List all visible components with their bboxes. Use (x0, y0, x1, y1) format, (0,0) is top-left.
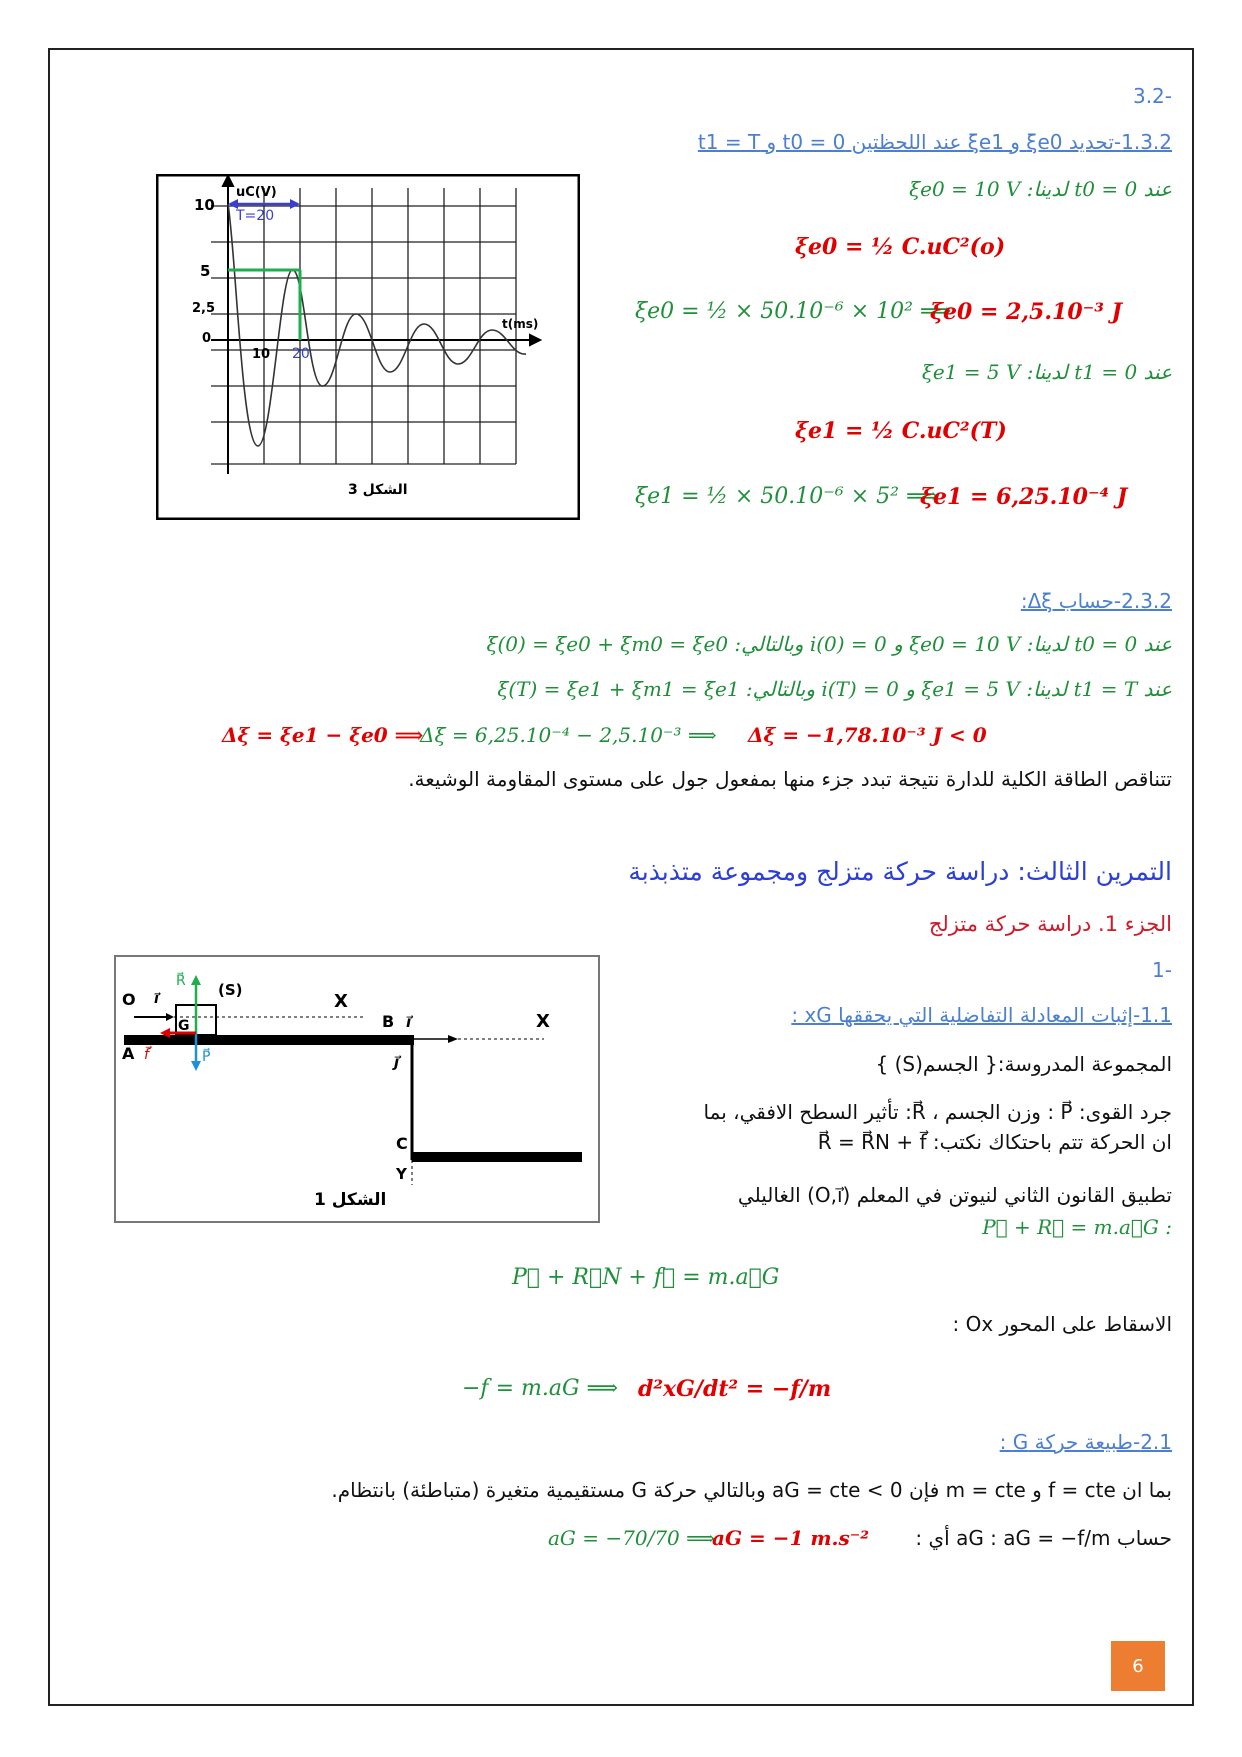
projection-line: الاسقاط على المحور Ox : (952, 1312, 1172, 1336)
eq-newton: P⃗ + R⃗N + f⃗ = m.a⃗G (512, 1265, 780, 1290)
fig3-period: T=20 (236, 208, 275, 224)
heading-3-2: -3.2 (1132, 84, 1172, 108)
heading-2-1: 2.1-طبيعة حركة G : (999, 1430, 1172, 1454)
fig1-i: i⃗ (154, 991, 159, 1007)
fig1-X2: X (536, 1011, 550, 1032)
line-xi-T: عند t1 = T لدينا: ξe1 = 5 V و i(T) = 0 وبالتالي: ξ(T) = ξe1 + ξm1 = ξe1 (497, 677, 1172, 701)
line-xi-0: عند t0 = 0 لدينا: ξe0 = 10 V و i(0) = 0 وبالتالي: ξ(0) = ξe0 + ξm0 = ξe0 (486, 632, 1172, 656)
fig1-R: R⃗ (176, 973, 186, 989)
fig3-xlabel: t(ms) (502, 317, 539, 331)
fig1-X1: X (334, 991, 348, 1012)
energy-text: تتناقص الطاقة الكلية للدارة نتيجة تبدد جزء منها بمفعول جول على مستوى المقاومة الوشيعة. (408, 767, 1172, 791)
heading-2-3-2: 2.3.2-حساب Δξ: (1020, 589, 1172, 613)
calc-value: aG = −70/70 ⟹ (548, 1526, 715, 1550)
page-number: 6 (1111, 1641, 1165, 1691)
fig3-y25: 2,5 (192, 301, 216, 316)
eq-xi-e0-formula: ξe0 = ½ C.uC²(o) (795, 234, 1006, 260)
fig3-y5: 5 (200, 262, 211, 280)
eq-delta-a: Δξ = ξe1 − ξe0 ⟹ (222, 723, 424, 747)
eq-xi-e0-calc: ξe0 = ½ × 50.10⁻⁶ × 10² ⟹ (635, 299, 952, 324)
fig1-j: j⃗ (394, 1053, 400, 1071)
fig1-O: O (122, 990, 136, 1009)
fig1-S: (S) (218, 981, 243, 999)
eq-xi-e1-calc: ξe1 = ½ × 50.10⁻⁶ × 5² ⟹ (635, 484, 938, 509)
eq-xi-e1-formula: ξe1 = ½ C.uC²(T) (795, 418, 1007, 444)
fig1-Y: Y (396, 1165, 407, 1183)
part-title: الجزء 1. دراسة حركة متزلج (928, 912, 1172, 936)
fig1-A: A (122, 1044, 135, 1063)
item-1: -1 (1152, 958, 1172, 982)
eq-xi-e1-result: ξe1 = 6,25.10⁻⁴ J (920, 484, 1128, 510)
fig1-P: P⃗ (202, 1049, 211, 1065)
figure-1 (114, 955, 600, 1223)
fig3-x20: 20 (292, 346, 310, 362)
calc-result: aG = −1 m.s⁻² (712, 1526, 870, 1550)
fig3-x10: 10 (252, 347, 271, 362)
heading-1-3-2: 1.3.2-تحديد ξe0 و ξe1 عند اللحظتين t0 = 0 و t1 = T (697, 130, 1172, 154)
forces-line-2: ان الحركة تتم باحتكاك نكتب: R⃗ = R⃗N + f⃗ (817, 1130, 1172, 1154)
forces-line-1: جرد القوى: P⃗ : وزن الجسم ، R⃗: تأثير السطح الافقي، بما (703, 1100, 1172, 1124)
system-line: المجموعة المدروسة:{ الجسم(S) } (875, 1052, 1172, 1076)
fig1-G: G (178, 1018, 190, 1034)
fig1-f: f⃗ (144, 1047, 149, 1063)
exercise-title: التمرين الثالث: دراسة حركة متزلج ومجموعة متذبذبة (628, 857, 1172, 886)
fig1-C: C (396, 1134, 408, 1153)
calc-line: حساب aG : aG = −f/m أي : (915, 1526, 1172, 1550)
eq-projection: −f = m.aG ⟹ (462, 1376, 619, 1401)
newton-line-1: تطبيق القانون الثاني لنيوتن في المعلم (O,i⃗) الغاليلي (737, 1183, 1172, 1207)
heading-1-1: 1.1-إثبات المعادلة التفاضلية التي يحققها xG : (791, 1003, 1172, 1027)
fig1-B: B (382, 1012, 395, 1031)
fig1-i2: i⃗ (406, 1013, 412, 1031)
fig3-caption: الشكل 3 (348, 482, 408, 498)
nature-line: بما ان f = cte و m = cte فإن aG = cte < 0 وبالتالي حركة G مستقيمية متغيرة (متباطئة) بانتظام. (331, 1478, 1172, 1502)
figure-3 (156, 174, 580, 520)
fig3-ylabel: uC(V) (236, 185, 277, 200)
line-t0: عند t0 = 0 لدينا: ξe0 = 10 V (909, 177, 1172, 201)
fig1-caption: الشكل 1 (314, 1190, 387, 1210)
eq-delta-c: Δξ = −1,78.10⁻³ J < 0 (748, 723, 987, 747)
fig3-y0: 0 (202, 331, 212, 346)
eq-xi-e0-result: ξe0 = 2,5.10⁻³ J (930, 299, 1122, 325)
line-t1: عند t1 = 0 لدينا: ξe1 = 5 V (921, 360, 1172, 384)
eq-delta-b: Δξ = 6,25.10⁻⁴ − 2,5.10⁻³ ⟹ (420, 723, 717, 747)
newton-line-2: : P⃗ + R⃗ = m.a⃗G (982, 1215, 1172, 1239)
eq-differential: d²xG/dt² = −f/m (638, 1376, 832, 1402)
fig3-y10: 10 (194, 196, 215, 214)
